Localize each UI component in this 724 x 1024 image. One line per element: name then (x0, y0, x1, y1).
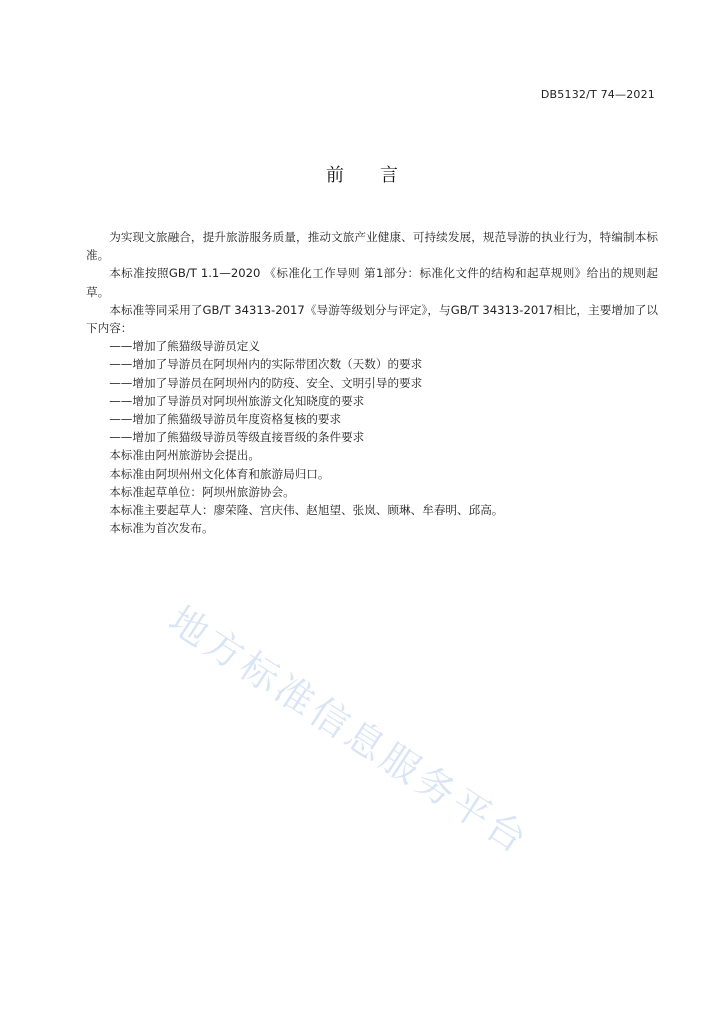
document-code: DB5132/T 74—2021 (540, 88, 655, 101)
changes-list (86, 337, 658, 446)
paragraph-purpose: 为实现文旅融合，提升旅游服务质量，推动文旅产业健康、可持续发展，规范导游的执业行为，特编制本标准。 (86, 230, 658, 263)
paragraph-adoption: 本标准等同采用了GB/T 34313-2017《导游等级划分与评定》，与GB/T 34313-2017相比，主要增加了以下内容： (86, 302, 658, 336)
list-item: ——增加了熊猫级导游员定义 (109, 339, 260, 354)
page-title: 前言 (326, 165, 434, 186)
list-item: ——增加了导游员对阿坝州旅游文化知晓度的要求 (109, 393, 365, 408)
foreword-body (86, 228, 658, 537)
paragraph-drafters: 本标准主要起草人：廖荣隆、宫庆伟、赵旭望、张岚、顾琳、牟春明、邱高。 (109, 503, 504, 518)
paragraph-drafting-unit: 本标准起草单位：阿坝州旅游协会。 (109, 484, 295, 499)
paragraph-drafting-rules: 本标准按照GB/T 1.1—2020 《标准化工作导则 第1部分：标准化文件的结构和起草规则》给出的规则起草。 (86, 266, 658, 299)
paragraph-administrator: 本标准由阿坝州州文化体育和旅游局归口。 (109, 466, 330, 481)
list-item: ——增加了导游员在阿坝州内的防疫、安全、文明引导的要求 (109, 375, 423, 390)
list-item: ——增加了熊猫级导游员等级直接晋级的条件要求 (109, 430, 365, 445)
paragraph-release: 本标准为首次发布。 (109, 521, 214, 536)
list-item: ——增加了导游员在阿坝州内的实际带团次数（天数）的要求 (109, 357, 423, 372)
list-item: ——增加了熊猫级导游员年度资格复核的要求 (109, 412, 342, 427)
watermark-text: 地方标准信息服务平台 (161, 597, 538, 864)
paragraph-proposer: 本标准由阿州旅游协会提出。 (109, 448, 260, 463)
